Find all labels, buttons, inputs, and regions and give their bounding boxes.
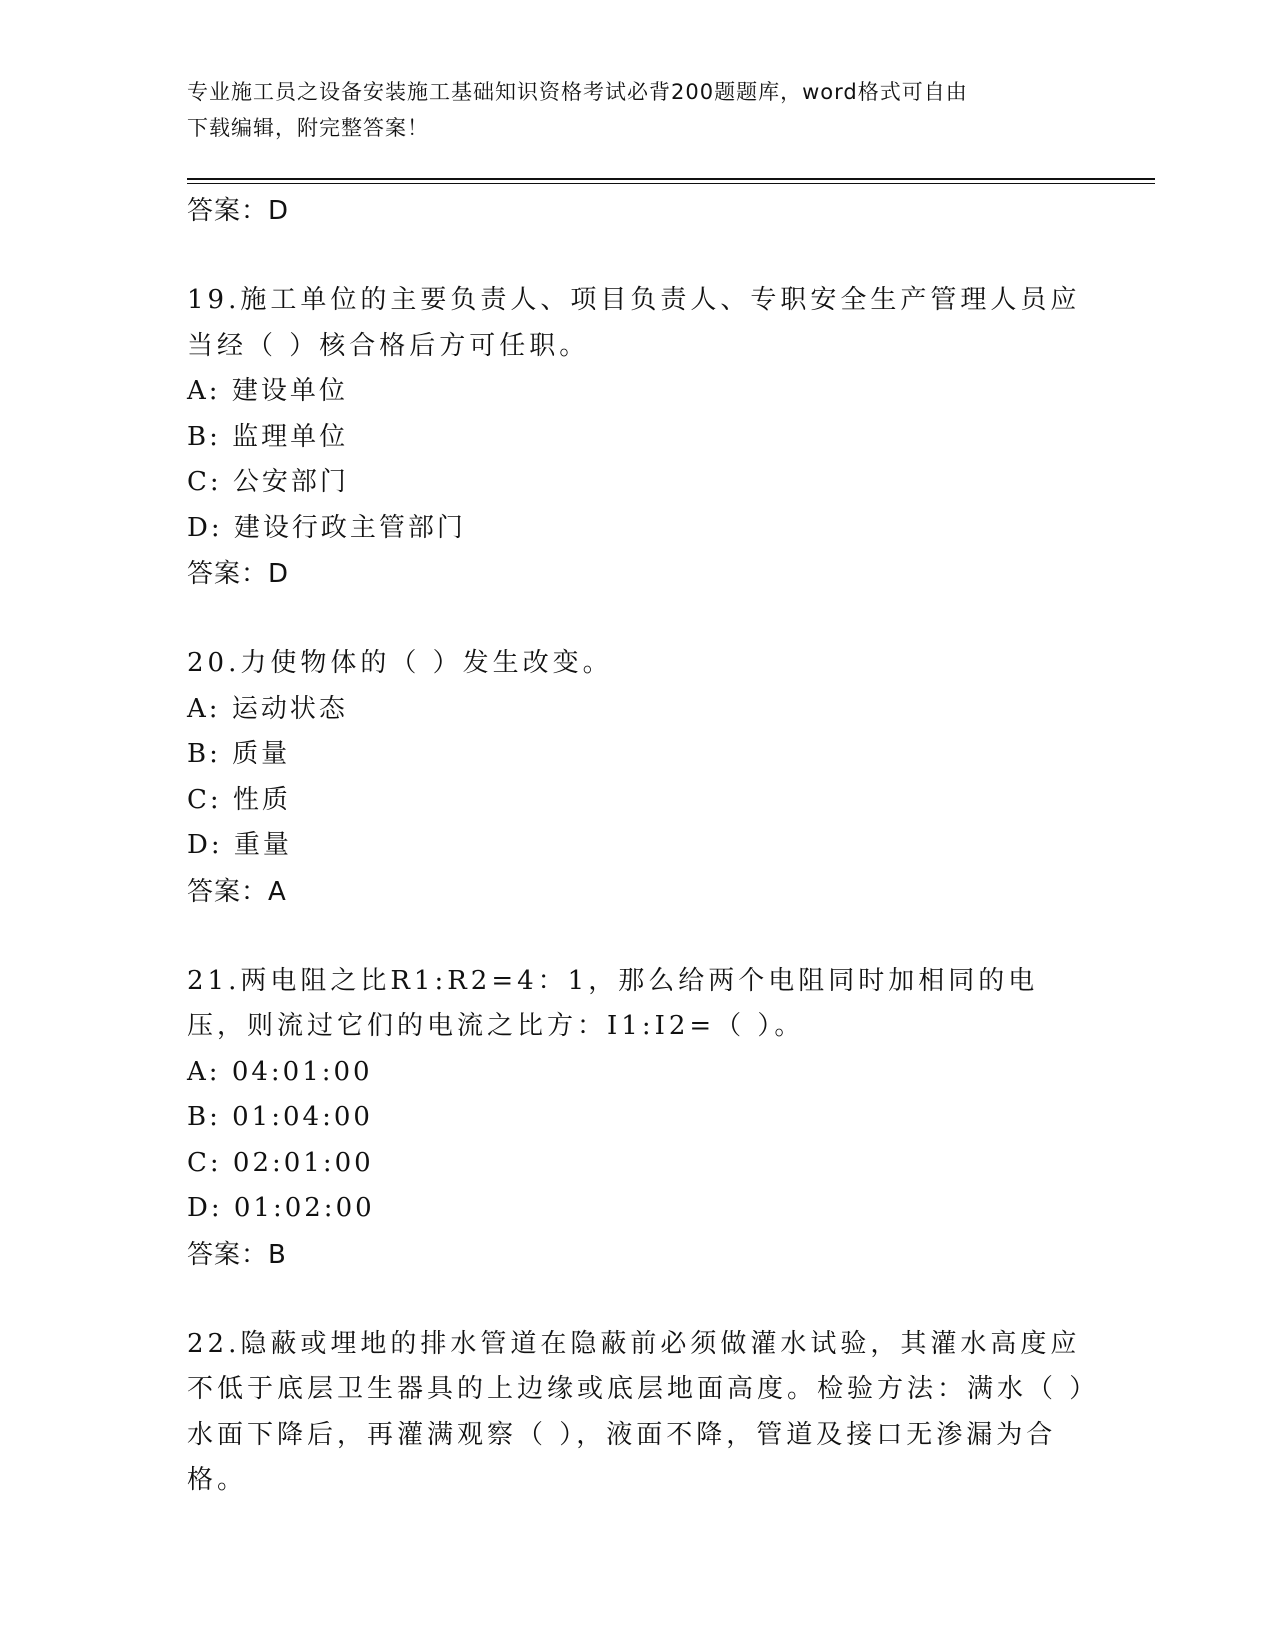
header-line-1: 专业施工员之设备安装施工基础知识资格考试必背200题题库，word格式可自由 [187,80,968,104]
option-d [187,1186,1087,1232]
question-block [187,278,1087,597]
option-a [187,687,1087,733]
option-b [187,415,1087,461]
option-text: 04:01:00 [231,1056,373,1087]
spacer [187,915,1087,959]
question-text: 19.施工单位的主要负责人、项目负责人、专职安全生产管理人员应当经（ ）核合格后方可任职。 [187,285,1081,361]
option-letter: C: [187,1147,222,1178]
option-c [187,460,1087,506]
option-text: 建设单位 [231,376,348,406]
option-text: 重量 [233,830,292,860]
question-block [187,1322,1087,1504]
option-text: 01:04:00 [232,1102,373,1132]
option-letter: A: [187,376,221,406]
question-text: 21.两电阻之比R1:R2=4：1，那么给两个电阻同时加相同的电压，则流过它们的电流之比方：I1:I2=（ ）。 [187,965,1039,1041]
option-letter: B: [187,421,221,452]
option-b [187,1095,1087,1141]
answer-line: 答案：B [187,1239,287,1270]
option-letter: A: [187,1056,221,1087]
spacer [187,597,1087,641]
option-c [187,1141,1087,1187]
option-text: 02:01:00 [232,1147,374,1178]
header-rule-thick [187,178,1155,180]
option-b [187,732,1087,778]
question-block [187,641,1087,915]
option-a [187,369,1087,415]
option-text: 公安部门 [232,467,349,497]
option-a [187,1050,1087,1096]
option-text: 01:02:00 [233,1193,375,1223]
option-letter: A: [187,693,221,724]
option-text: 质量 [232,739,291,769]
option-letter: D: [187,512,223,543]
header-rule-thin [187,183,1155,184]
previous-answer: 答案：D [187,196,290,226]
spacer [187,1278,1087,1322]
header-line-2: 下载编辑，附完整答案！ [187,116,429,140]
option-c [187,778,1087,824]
option-letter: B: [187,739,221,769]
option-letter: C: [187,784,222,815]
option-d [187,506,1087,552]
option-text: 建设行政主管部门 [233,512,466,543]
question-block [187,959,1087,1278]
option-text: 性质 [232,784,291,815]
option-letter: C: [187,467,222,497]
option-text: 监理单位 [232,421,349,452]
option-d [187,823,1087,869]
spacer [187,234,1087,278]
answer-line: 答案：A [187,876,287,907]
question-text: 22.隐蔽或埋地的排水管道在隐蔽前必须做灌水试验，其灌水高度应不低于底层卫生器具的上边缘或底层地面高度。检验方法：满水（ ）水面下降后，再灌满观察（ ），液面不降，管道及接口无渗漏为合格。 [187,1328,1087,1495]
question-text: 20.力使物体的（ ）发生改变。 [187,648,613,678]
question-list [187,188,1087,1504]
answer-line: 答案：D [187,559,290,589]
option-letter: B: [187,1102,221,1132]
option-letter: D: [187,1193,223,1223]
option-text: 运动状态 [231,693,348,724]
page-header [187,74,1077,146]
option-letter: D: [187,830,223,860]
